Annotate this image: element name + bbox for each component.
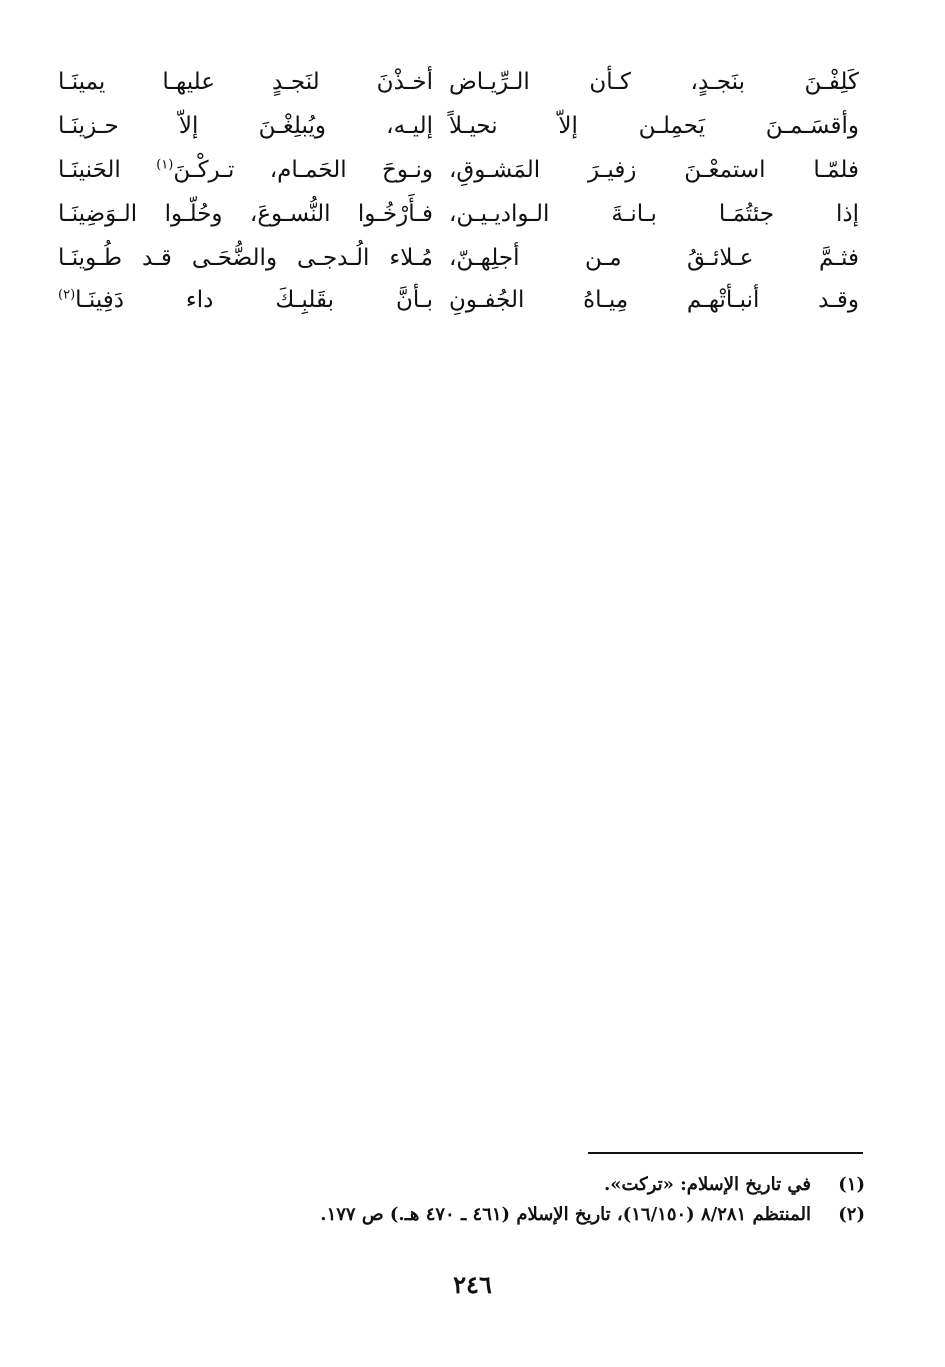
verse-3-second-hemistich xyxy=(58,152,433,188)
footnote-ref-1: (١) xyxy=(156,157,174,173)
verse-1 xyxy=(0,64,945,108)
verse-3-second-text-end: الحَنينَـا xyxy=(58,157,157,183)
footnotes xyxy=(165,1170,865,1230)
footnote-1 xyxy=(165,1170,865,1200)
verse-6-first-hemistich: وقـد أنبـأتْهـم مِيـاهُ الجُفـونِ xyxy=(449,287,859,313)
footnote-divider xyxy=(588,1152,863,1154)
verse-3-first-hemistich: فلمّـا استمعْـنَ زفيـرَ المَشـوقِ، xyxy=(449,157,859,183)
verse-1-second-hemistich: أخـذْنَ لنَجـدٍ عليهـا يمينَـا xyxy=(58,69,433,95)
verse-3 xyxy=(0,152,945,196)
verse-3-second-text: ونـوحَ الحَمـام، تـركْـنَ xyxy=(173,157,434,183)
verse-5-second-hemistich: مُـلاء الُـدجـى والضُّحَـى قـد طُـوينَـا xyxy=(58,245,433,271)
verse-5 xyxy=(0,240,945,284)
verse-6 xyxy=(0,282,945,326)
verse-6-second-hemistich xyxy=(58,282,433,318)
footnote-ref-2: (٢) xyxy=(58,287,76,303)
footnote-2-marker: (٢) xyxy=(838,1204,865,1225)
footnote-1-marker: (١) xyxy=(838,1174,865,1195)
verse-6-second-text: بـأنَّ بقَلبِـكَ داء دَفِينَـا xyxy=(75,287,433,313)
verse-4-second-hemistich: فـأَرْخُـوا النُّسـوعَ، وحُلّـوا الـوَضِينَـا xyxy=(58,201,433,227)
verse-2-first-hemistich: وأقسَـمـنَ يَحمِلـن إلاّ نحيـلاً xyxy=(449,113,859,139)
verse-2 xyxy=(0,108,945,152)
verse-4 xyxy=(0,196,945,240)
footnote-2-text: المنتظم ٨/٢٨١ (١٦/١٥٠)، تاريخ الإسلام (٤٦١ ـ ٤٧٠ هـ.) ص ١٧٧. xyxy=(320,1204,811,1225)
verse-4-first-hemistich: إذا جئتُمَـا بـانـةَ الـواديـيـن، xyxy=(449,201,859,227)
verse-5-first-hemistich: فثـمَّ عـلائـقُ مـن أجلِهـنّ، xyxy=(449,245,859,271)
footnote-1-text: في تاريخ الإسلام: «تركت». xyxy=(603,1174,811,1195)
page-number: ٢٤٦ xyxy=(453,1270,492,1299)
verse-2-second-hemistich: إليـه، ويُبلِغْـنَ إلاّ حـزينَـا xyxy=(58,113,433,139)
footnote-2 xyxy=(165,1200,865,1230)
verse-1-first-hemistich: كَلِفْـنَ بنَجـدٍ، كـأن الـرِّيـاض xyxy=(449,69,859,95)
